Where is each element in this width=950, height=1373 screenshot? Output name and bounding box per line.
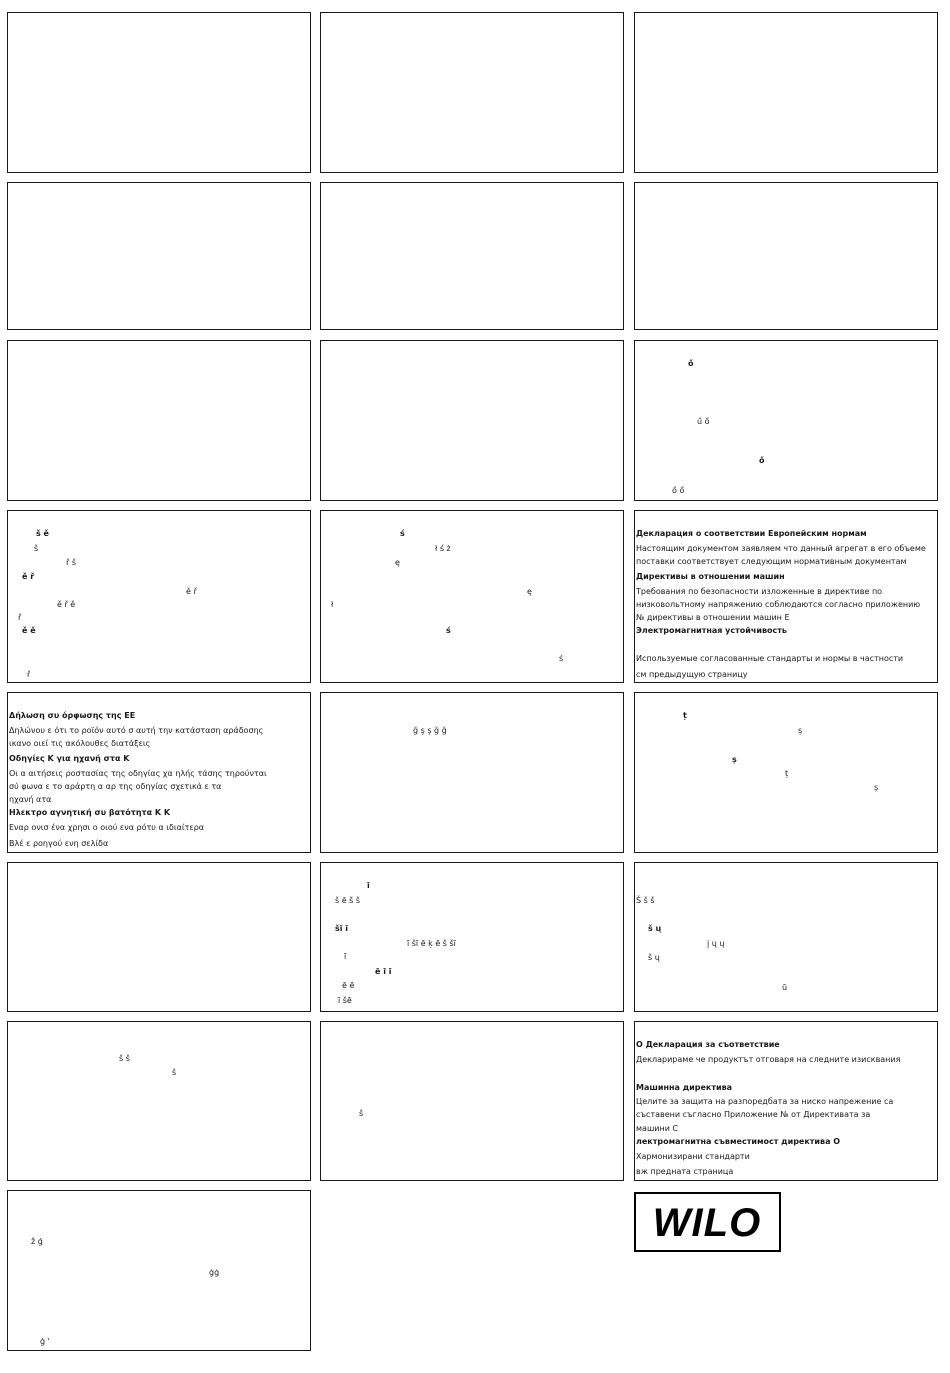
requirements-text: ηχανή ατα — [9, 795, 52, 804]
text-line: ę — [527, 587, 532, 596]
text-line: ū — [782, 983, 788, 992]
text-line: ě ř ě — [57, 600, 76, 609]
text-line: ģ ' — [40, 1337, 50, 1346]
emc-heading: лектромагнитна съвместимост директива О — [636, 1137, 841, 1146]
text-line: šī ī — [335, 924, 349, 933]
declaration-box-r7c3 — [634, 1021, 938, 1181]
declaration-box-r2c2 — [320, 182, 624, 330]
text-line: Š š š — [636, 896, 655, 905]
requirements-text: Οι α αιτήσεις ροστασίας της οδηγίας χα ηλής τάσης τηρούνται — [9, 769, 267, 778]
declaration-intro: Настоящим документом заявляем что данный агрегат в его объеме — [636, 544, 926, 553]
declaration-box-r5c1 — [7, 692, 311, 853]
declaration-title: О Декларация за съответствие — [636, 1040, 780, 1049]
text-line: ř š — [66, 558, 76, 567]
declaration-box-r8c1 — [7, 1190, 311, 1351]
declaration-box-r3c2 — [320, 340, 624, 501]
declaration-box-r4c3 — [634, 510, 938, 683]
text-line: ł — [331, 600, 334, 609]
wilo-logo-mark — [636, 1194, 779, 1250]
declaration-box-r3c1 — [7, 340, 311, 501]
requirements-text: σύ φωνα ε το αράρτη α αρ της οδηγίας σχετικά ε τα — [9, 782, 222, 791]
declaration-box-r6c3 — [634, 862, 938, 1012]
declaration-intro: Δηλώνου ε ότι το ροϊόν αυτό σ αυτή την κατάσταση αράδοσης — [9, 726, 264, 735]
requirements-text: низковольтному напряжению соблюдаются согласно приложению — [636, 600, 921, 609]
declaration-intro: Декларираме че продуктът отговаря на следните изисквания — [636, 1055, 901, 1064]
text-line: ś — [400, 529, 405, 538]
text-line: š ų — [648, 924, 662, 933]
text-line: ī šē — [338, 996, 352, 1005]
text-line: į ų ų — [707, 939, 725, 948]
requirements-text: съставени съгласно Приложение № от Директивата за — [636, 1110, 871, 1119]
text-line: š ē š š — [335, 896, 361, 905]
text-line: ě ě — [22, 626, 36, 635]
text-line: ő — [759, 456, 765, 465]
standards-text: Используемые согласованные стандарты и нормы в частности — [636, 654, 904, 663]
declaration-intro: поставки соответствует следующим нормативным документам — [636, 557, 907, 566]
declaration-box-r2c3 — [634, 182, 938, 330]
declaration-intro: ικανο οιεί τις ακόλουθες διατάξεις — [9, 739, 151, 748]
see-previous-page: вж предната страница — [636, 1167, 734, 1176]
declaration-box-r4c1 — [7, 510, 311, 683]
text-line: ș — [732, 755, 737, 764]
declaration-box-r6c1 — [7, 862, 311, 1012]
declaration-box-r6c2 — [320, 862, 624, 1012]
machines-directive-heading: Директивы в отношении машин — [636, 572, 785, 581]
see-previous-page: см предыдущую страницу — [636, 670, 748, 679]
text-line: š š — [119, 1054, 130, 1063]
text-line: ī — [344, 952, 347, 961]
text-line: ś — [559, 654, 564, 663]
text-line: ű ő — [697, 417, 710, 426]
declaration-box-r5c3 — [634, 692, 938, 853]
declaration-box-r7c2 — [320, 1021, 624, 1181]
text-line: ś — [446, 626, 451, 635]
text-line: ș — [798, 726, 803, 735]
logo-text: WILO — [652, 1201, 762, 1245]
machines-directive-heading: Машинна директива — [636, 1083, 733, 1092]
emc-heading: Электромагнитная устойчивость — [636, 626, 787, 635]
requirements-text: Требования по безопасности изложенные в директиве по — [636, 587, 883, 596]
standards-text: Εναρ ονισ ένα χρησι ο οιού ενα ρότυ α ιδιαίτερα — [9, 823, 205, 832]
text-line: ę — [395, 558, 400, 567]
text-line: ő — [688, 359, 694, 368]
declaration-box-r4c2 — [320, 510, 624, 683]
declaration-box-r5c2 — [320, 692, 624, 853]
text-line: ī šī ē ķ ē š šī — [407, 939, 456, 948]
text-line: ě ř — [22, 572, 35, 581]
wilo-logo — [634, 1192, 781, 1252]
text-line: ž ģ — [31, 1237, 43, 1246]
text-line: š — [34, 544, 39, 553]
requirements-text: машини С — [636, 1124, 679, 1133]
text-line: ł ś ż — [435, 544, 451, 553]
text-line: ě ř — [186, 587, 197, 596]
text-line: ő ő — [672, 486, 685, 495]
text-line: ř — [18, 613, 22, 622]
see-previous-page: Βλέ ε ροηγού ενη σελίδα — [9, 839, 109, 848]
text-line: ē ī ī — [375, 967, 392, 976]
declaration-box-r1c1 — [7, 12, 311, 173]
text-line: ș — [874, 783, 879, 792]
text-line: ț — [683, 711, 687, 720]
text-line: ğ ş ş ğ ğ — [413, 726, 447, 735]
declaration-box-r3c3 — [634, 340, 938, 501]
requirements-text: № директивы в отношении машин Е — [636, 613, 790, 622]
declaration-box-r7c1 — [7, 1021, 311, 1181]
text-line: ī — [367, 881, 370, 890]
text-line: š ų — [648, 953, 660, 962]
text-line: š ě — [36, 529, 49, 538]
standards-text: Хармонизирани стандарти — [636, 1152, 750, 1161]
text-line: š — [172, 1068, 177, 1077]
declaration-title: Δήλωση συ όρφωσης της ΕΕ — [9, 711, 136, 720]
declaration-box-r1c3 — [634, 12, 938, 173]
text-line: ģģ — [209, 1268, 220, 1277]
declaration-box-r1c2 — [320, 12, 624, 173]
declaration-title: Декларация о соответствии Европейским нормам — [636, 529, 867, 538]
emc-heading: Ηλεκτρο αγνητική συ βατότητα Κ Κ — [9, 808, 171, 817]
text-line: ř — [27, 670, 31, 679]
machines-directive-heading: Οδηγίες Κ για ηχανή στα Κ — [9, 754, 130, 763]
text-line: š — [359, 1109, 364, 1118]
text-line: ț — [785, 769, 789, 778]
text-line: ē ē — [342, 981, 355, 990]
requirements-text: Целите за защита на разпоредбата за ниско напрежение са — [636, 1097, 894, 1106]
declaration-box-r2c1 — [7, 182, 311, 330]
